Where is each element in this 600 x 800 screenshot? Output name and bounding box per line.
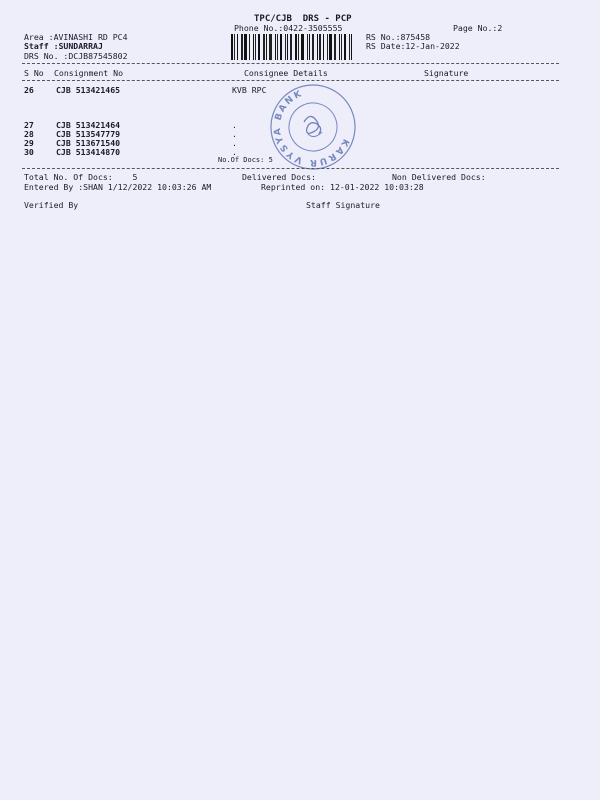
document-title: TPC/CJB DRS - PCP xyxy=(254,14,352,24)
barcode-bar xyxy=(341,34,342,60)
staff-signature-label: Staff Signature xyxy=(306,200,380,210)
page-number: Page No.:2 xyxy=(453,23,503,33)
drs-number: DRS No. :DCJB87545802 xyxy=(24,51,128,61)
barcode-bar xyxy=(290,34,292,60)
barcode-bar xyxy=(349,34,350,60)
table-footer-divider xyxy=(22,168,559,169)
barcode-bar xyxy=(307,34,308,60)
column-header-consignee: Consignee Details xyxy=(244,68,328,78)
barcode-bar xyxy=(255,34,256,60)
delivered-docs: Delivered Docs: xyxy=(242,172,316,182)
barcode-bar xyxy=(258,34,260,60)
table-row-consignment: CJB 513421464 xyxy=(56,120,121,130)
non-delivered-docs: Non Delivered Docs: xyxy=(392,172,486,182)
barcode-bar xyxy=(317,34,318,60)
table-row-sno: 30 xyxy=(24,147,34,157)
table-row-sno: 26 xyxy=(24,85,34,95)
barcode-bar xyxy=(237,34,238,60)
staff-label: Staff :SUNDARRAJ xyxy=(24,41,103,51)
barcode-bar xyxy=(263,34,265,60)
barcode-bar xyxy=(295,34,297,60)
table-row-sno: 29 xyxy=(24,138,34,148)
barcode-bar xyxy=(312,34,314,60)
barcode-bar xyxy=(319,34,321,60)
barcode-bar xyxy=(301,34,304,60)
barcode xyxy=(231,34,358,60)
barcode-bar xyxy=(329,34,332,60)
table-row-consignee: . xyxy=(232,138,237,148)
barcode-bar xyxy=(287,34,288,60)
barcode-bar xyxy=(269,34,272,60)
area-label: Area :AVINASHI RD PC4 xyxy=(24,32,128,42)
barcode-bar xyxy=(241,34,243,60)
header-divider xyxy=(22,63,559,64)
table-row-consignment: CJB 513421465 xyxy=(56,85,121,95)
verified-by-label: Verified By xyxy=(24,200,79,210)
barcode-bar xyxy=(323,34,324,60)
table-row-consignee: KVB RPC xyxy=(232,85,267,95)
barcode-bar xyxy=(339,34,340,60)
table-row-consignee: . xyxy=(232,129,237,139)
svg-text:KARUR VYSYA BANK xyxy=(268,83,358,172)
rs-number: RS No.:875458 xyxy=(366,32,431,42)
column-header-divider xyxy=(22,80,559,81)
phone-number: Phone No.:0422-3505555 xyxy=(234,23,343,33)
table-row-consignment: CJB 513414870 xyxy=(56,147,121,157)
barcode-bar xyxy=(309,34,310,60)
barcode-bar xyxy=(285,34,286,60)
barcode-bar xyxy=(244,34,247,60)
barcode-bar xyxy=(277,34,278,60)
docs-count: No.Of Docs: 5 xyxy=(218,156,273,164)
barcode-bar xyxy=(327,34,328,60)
reprinted-on: Reprinted on: 12-01-2022 10:03:28 xyxy=(261,182,424,192)
barcode-bar xyxy=(253,34,254,60)
total-docs: Total No. Of Docs: 5 xyxy=(24,172,138,182)
barcode-bar xyxy=(249,34,250,60)
stamp-text: KARUR VYSYA BANK xyxy=(272,88,351,168)
barcode-bar xyxy=(234,34,235,60)
barcode-bar xyxy=(298,34,299,60)
table-row-sno: 27 xyxy=(24,120,34,130)
barcode-bar xyxy=(231,34,233,60)
barcode-bar xyxy=(275,34,276,60)
barcode-bar xyxy=(280,34,282,60)
table-row-consignment: CJB 513547779 xyxy=(56,129,121,139)
table-row-consignee: . xyxy=(232,120,237,130)
barcode-bar xyxy=(266,34,267,60)
barcode-bar xyxy=(344,34,346,60)
table-row-consignment: CJB 513671540 xyxy=(56,138,121,148)
column-header-sno: S No xyxy=(24,68,44,78)
barcode-bar xyxy=(351,34,352,60)
column-header-signature: Signature xyxy=(424,68,469,78)
entered-by: Entered By :SHAN 1/12/2022 10:03:26 AM xyxy=(24,182,212,192)
column-header-consignment: Consignment No xyxy=(54,68,124,78)
bank-stamp xyxy=(268,82,358,172)
table-row-consignee: . xyxy=(232,147,237,157)
table-row-sno: 28 xyxy=(24,129,34,139)
barcode-bar xyxy=(334,34,336,60)
rs-date: RS Date:12-Jan-2022 xyxy=(366,41,460,51)
